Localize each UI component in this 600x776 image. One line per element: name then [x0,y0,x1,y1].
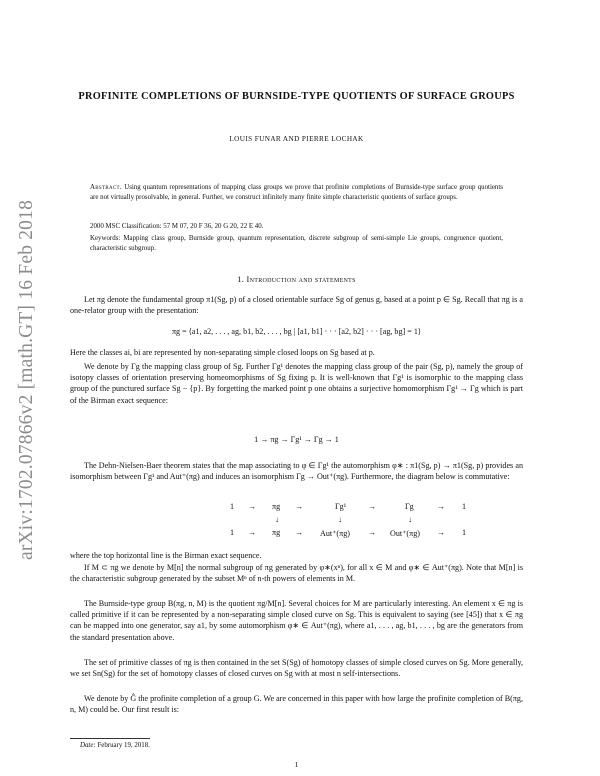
paragraph-profinite: We denote by Ĝ the profinite completion of a group G. We are concerned in this paper with how large the profinite completion of B(πg, n, M) could be. Our first result is: [70,694,523,715]
paper-authors: LOUIS FUNAR AND PIERRE LOCHAK [229,135,364,143]
abstract-label: Abstract. [90,184,122,191]
diagram-down-arrow: ↓ [275,515,280,524]
diagram-cell: πg [272,502,281,511]
msc-classification: 2000 MSC Classification: 57 M 07, 20 F 36, 20 G 20, 22 E 40. [90,223,264,230]
diagram-arrow: → [248,502,257,511]
diagram-cell: Aut⁺(πg) [320,529,350,538]
commutative-diagram [230,502,467,547]
diagram-arrow: → [437,502,446,511]
paragraph-birman-note: where the top horizontal line is the Birman exact sequence. [70,551,262,560]
abstract [90,183,503,202]
diagram-arrow: → [437,528,446,537]
equation-presentation: πg = ⟨a1, a2, . . . , ag, b1, b2, . . . , bg | [a1, b1] · · · [a2, b2] · · · [ag, bg] = 1⟩ [171,327,422,336]
footnote-rule [70,738,150,739]
diagram-arrow: → [368,502,377,511]
section-title: Introduction and statements [246,275,356,284]
diagram-arrow: → [295,502,304,511]
diagram-arrow: → [248,528,257,537]
diagram-cell: Out⁺(πg) [390,529,420,538]
paragraph-burnside-type: The Burnside-type group B(πg, n, M) is the quotient πg/M[n]. Several choices for M are particularly interesting. An element x ∈ πg is called primitive if it can be represented by a non-separating simple closed curve on Sg. This is equivalent to saying (see [45]) that x ∈ πg can be mapped into one generator, say a1, by some automorphism φ∗ ∈ Aut⁺(πg), where a1, . . . , ag, b1, . . . , bg are the generators from the standard presentation above. [70,599,523,642]
paragraph-dehn-nielsen-baer: The Dehn-Nielsen-Baer theorem states that the map associating to φ ∈ Γg¹ the automorphism φ∗ : π1(Sg, p) → π1(Sg, p) provides an isomorphism between Γg¹ and Aut⁺(πg) and induces an isomorphism Γg → Out⁺(πg). Furthermore, the diagram below is commutative: [70,461,523,482]
diagram-down-arrow: ↓ [408,515,413,524]
paper-title: PROFINITE COMPLETIONS OF BURNSIDE-TYPE QUOTIENTS OF SURFACE GROUPS [78,91,515,102]
paragraph-primitive-classes: The set of primitive classes of πg is then contained in the set S(Sg) of homotopy classes of simple closed curves on Sg. More generally, we set Sn(Sg) for the set of homotopy classes of closed curves on Sg with at most n self-intersections. [70,658,523,679]
section-number: 1. [237,275,245,284]
paragraph-mapping-class: We denote by Γg the mapping class group of Sg. Further Γg¹ denotes the mapping class group of the pair (Sg, p), namely the group of isotopy classes of orientation preserving homeomorphisms of Sg fixing p. It is well-known that Γg¹ is isomorphic to the mapping class group of the punctured surface Sg − {p}. By forgetting the marked point p one obtains a surjective homomorphism Γg¹ → Γg which is part of the Birman exact sequence: [70,362,523,405]
equation-birman: 1 → πg → Γg¹ → Γg → 1 [254,435,339,444]
footnote-text: February 19, 2018. [97,742,150,749]
paragraph-intro: Let πg denote the fundamental group π1(Sg, p) of a closed orientable surface Sg of genus g, based at a point p ∈ Sg. Recall that πg is a one-relator group with the presentation: [70,295,523,316]
diagram-cell: 1 [230,502,235,511]
diagram-cell: πg [272,528,281,537]
section-heading [70,275,523,284]
page-number: 1 [294,760,299,769]
diagram-cell: 1 [462,502,467,511]
diagram-arrow: → [368,528,377,537]
footnote-label: Date: [80,742,96,749]
diagram-cell: 1 [462,528,467,537]
paragraph-classes: Here the classes ai, bi are represented by non-separating simple closed loops on Sg based at p. [70,348,375,357]
diagram-cell: 1 [230,528,235,537]
keywords: Keywords: Mapping class group, Burnside group, quantum representation, discrete subgroup of semi-simple Lie groups, congruence quotient, characteristic subgroup. [90,235,503,252]
diagram-down-arrow: ↓ [338,515,343,524]
diagram-cell: Γg [405,502,414,511]
footnote-date [80,742,150,749]
arxiv-identifier: arXiv:1702.07866v2 [math.GT] 16 Feb 2018 [16,199,37,561]
arxiv-sidebar-stamp [12,170,42,590]
abstract-text: Using quantum representations of mapping class groups we prove that profinite completions of Burnside-type surface group quotients are not virtually prosolvable, in general. Further, we construct infinitely many finite simple characteristic quotients of surface groups. [90,184,503,201]
diagram-arrow: → [295,528,304,537]
diagram-cell: Γg¹ [335,502,347,511]
paragraph-normal-subgroup: If M ⊂ πg we denote by M[n] the normal subgroup of πg generated by φ∗(xⁿ), for all x ∈ M and φ∗ ∈ Aut⁺(πg). Note that M[n] is the characteristic subgroup generated by the subset Mⁿ of n-th powers of elements in M. [70,563,523,584]
